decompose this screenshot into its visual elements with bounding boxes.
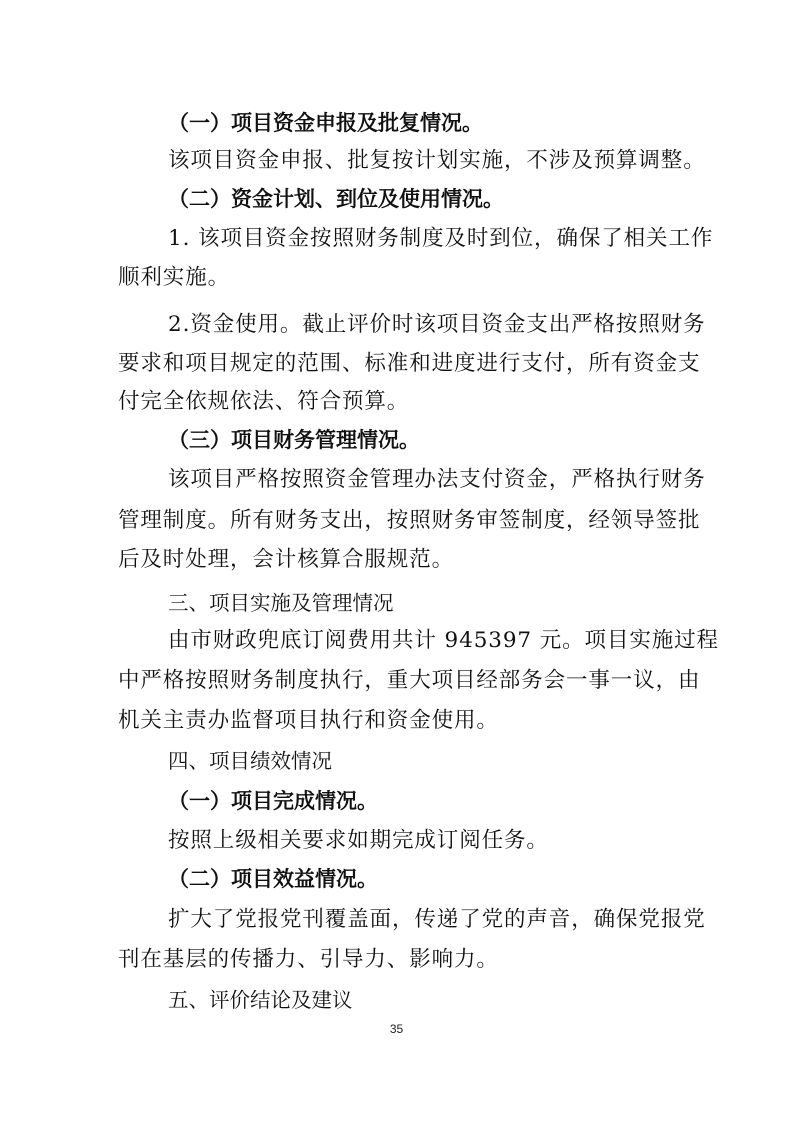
section-heading-conclusion: 五、评价结论及建议 <box>168 988 353 1012</box>
paragraph-project-benefit-line-2: 刊在基层的传播力、引导力、影响力。 <box>118 947 499 972</box>
paragraph-fund-application-line-1: 该项目资金申报、批复按计划实施，不涉及预算调整。 <box>168 148 706 173</box>
paragraph-financial-management-line-2: 管理制度。所有财务支出，按照财务审签制度，经领导签批 <box>118 508 701 533</box>
heading-fund-application: （一）项目资金申报及批复情况。 <box>168 111 483 135</box>
heading-fund-plan: （二）资金计划、到位及使用情况。 <box>168 187 504 211</box>
paragraph-implementation-line-3: 机关主责办监督项目执行和资金使用。 <box>118 708 499 733</box>
paragraph-fund-arrival-line-2: 顺利实施。 <box>118 265 231 290</box>
paragraph-financial-management-line-3: 后及时处理，会计核算合服规范。 <box>118 547 455 572</box>
paragraph-financial-management-line-1: 该项目严格按照资金管理办法支付资金，严格执行财务 <box>168 467 706 492</box>
section-heading-implementation: 三、项目实施及管理情况 <box>168 591 394 615</box>
paragraph-fund-use-line-1: 2.资金使用。截止评价时该项目资金支出严格按照财务 <box>168 312 706 337</box>
paragraph-project-benefit-line-1: 扩大了党报党刊覆盖面，传递了党的声音，确保党报党 <box>168 907 706 932</box>
paragraph-fund-arrival-line-1: 1. 该项目资金按照财务制度及时到位，确保了相关工作 <box>168 226 714 251</box>
paragraph-project-completion-line-1: 按照上级相关要求如期完成订阅任务。 <box>168 828 549 853</box>
section-heading-performance: 四、项目绩效情况 <box>168 749 332 773</box>
page-number: 35 <box>389 1022 404 1036</box>
paragraph-fund-use-line-2: 要求和项目规定的范围、标准和进度进行支付，所有资金支 <box>118 351 701 376</box>
heading-project-completion: （一）项目完成情况。 <box>168 789 378 813</box>
paragraph-fund-use-line-3: 付完全依规依法、符合预算。 <box>118 389 410 414</box>
heading-project-benefit: （二）项目效益情况。 <box>168 867 378 891</box>
paragraph-implementation-line-2: 中严格按照财务制度执行，重大项目经部务会一事一议，由 <box>118 668 701 693</box>
paragraph-implementation-line-1: 由市财政兜底订阅费用共计 945397 元。项目实施过程 <box>168 628 719 653</box>
heading-financial-management: （三）项目财务管理情况。 <box>168 428 420 452</box>
